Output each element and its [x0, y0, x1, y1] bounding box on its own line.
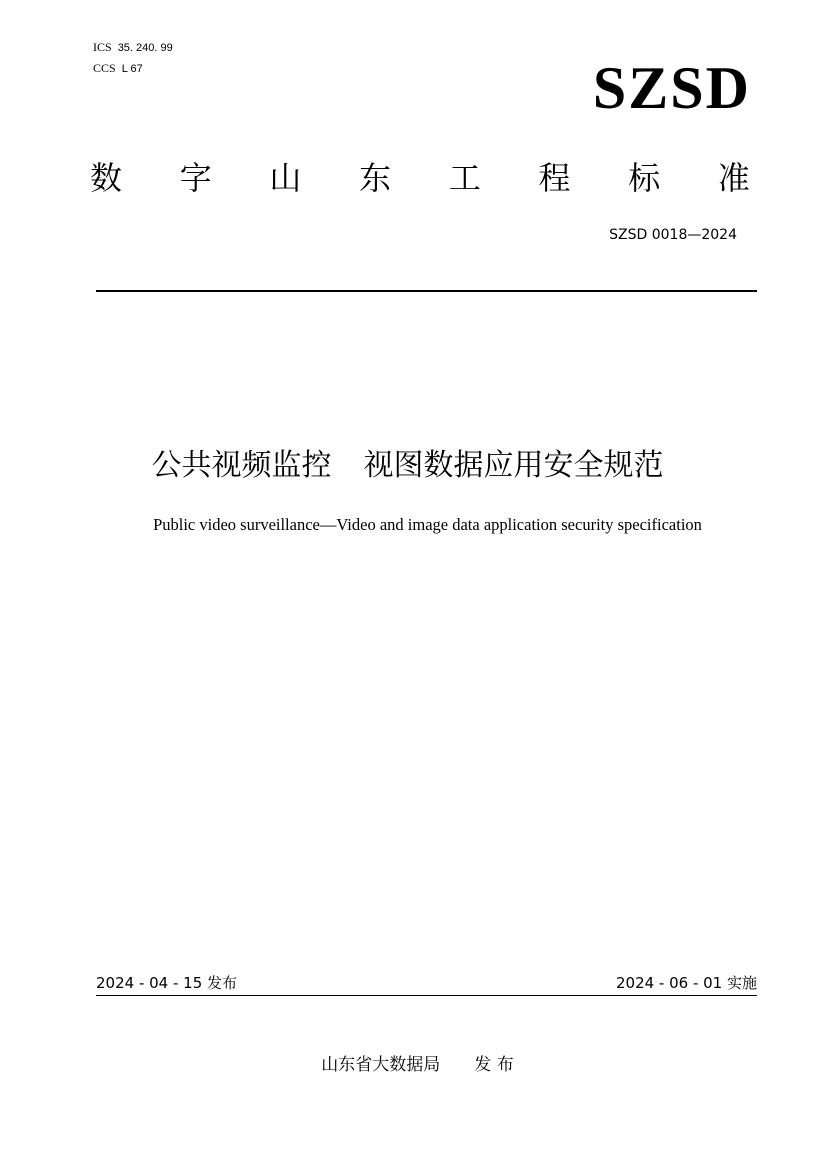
ccs-label: CCS: [93, 61, 116, 75]
issuer-name: 山东省大数据局: [321, 1055, 441, 1075]
ics-label: ICS: [93, 40, 112, 54]
document-title-en: Public video surveillance—Video and image data application security specification: [153, 515, 702, 534]
ccs-value: L 67: [121, 63, 143, 75]
header-divider: [96, 290, 757, 292]
issue-date: 2024 - 04 - 15 发布: [96, 974, 238, 992]
ccs-code: [93, 61, 143, 76]
standard-type-heading: [90, 156, 750, 200]
standard-type-char: 工: [448, 159, 481, 197]
ics-value: 35. 240. 99: [117, 42, 173, 54]
standard-type-char: 东: [359, 159, 392, 197]
standard-number: SZSD 0018—2024: [609, 227, 737, 243]
standard-type-char: 字: [179, 159, 212, 197]
standard-type-char: 准: [717, 159, 750, 197]
document-title-zh: [0, 444, 815, 488]
issuer-action: 发 布: [474, 1055, 514, 1075]
implementation-date: 2024 - 06 - 01 实施: [615, 974, 757, 992]
ics-code: [93, 40, 173, 55]
title-zh-part2: 视图数据应用安全规范: [363, 448, 664, 483]
standard-logo: SZSD: [592, 55, 751, 121]
issuing-authority: [0, 1053, 815, 1077]
standard-type-char: 标: [628, 159, 661, 197]
title-zh-part1: 公共视频监控: [151, 448, 332, 483]
standard-type-char: 数: [90, 159, 123, 197]
footer-divider: [96, 995, 757, 996]
standard-type-char: 山: [269, 159, 302, 197]
standard-type-char: 程: [538, 159, 571, 197]
